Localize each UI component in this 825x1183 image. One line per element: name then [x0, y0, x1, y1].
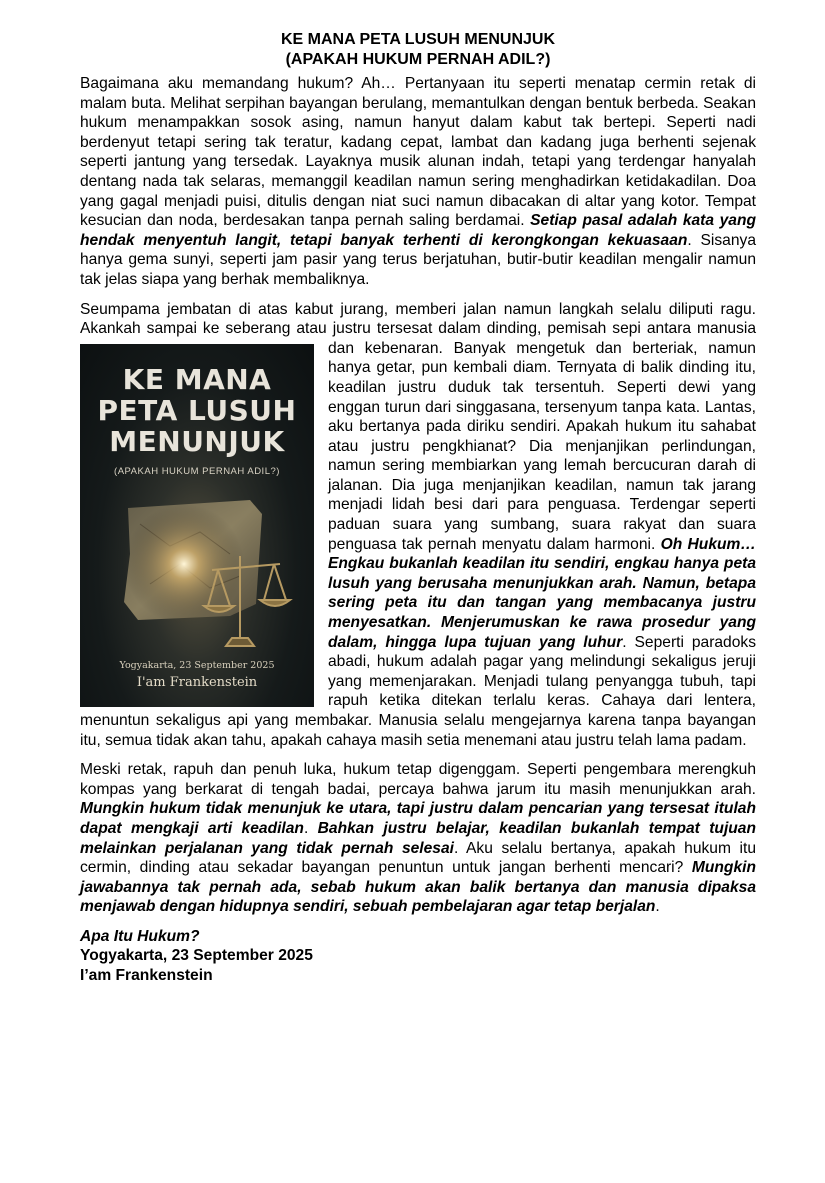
p3-emphasis-3: Mungkin jawabannya tak pernah ada, sebab hukum akan balik bertanya dan manusia dipaksa menjawab dengan hidupnya sendiri, sebuah pembelajaran agar tetap berjalan — [80, 859, 756, 916]
article-title — [80, 30, 756, 70]
signature-block — [80, 927, 756, 986]
p1-text-1: Bagaimana aku memandang hukum? Ah… Pertanyaan itu seperti menatap cermin retak di malam buta. Melihat serpihan bayangan berulang, memantulkan dengan bentuk berbeda. Seakan hukum menampakkan sosok asing, namun hanyut dalam kabut tak bertepi. Seperti nadi berdenyut tetapi sering tak teratur, kadang cepat, lambat dan kadang juga berhenti sejenak seperti jantung yang tersedak. Layaknya musik alunan indah, tetapi yang terdengar hanyalah dentang nada tak selaras, memanggil keadilan namun sering menghadirkan ketidakadilan. Doa yang gagal menjadi puisi, ditulis dengan niat suci namun dibacakan di altar yang kotor. Tempat kesucian dan noda, berdesakan tanpa pernah saling berdamai. — [80, 75, 756, 230]
cover-title-line-1: KE MANA — [122, 362, 272, 396]
paragraph-3 — [80, 760, 756, 917]
signature-heading: Apa Itu Hukum? — [80, 927, 200, 945]
signature-author: I’am Frankenstein — [80, 966, 213, 984]
paragraph-2 — [80, 300, 756, 751]
paragraph-1 — [80, 74, 756, 290]
title-line-2: (APAKAH HUKUM PERNAH ADIL?) — [285, 51, 551, 68]
p1-text-2: . Sisanya hanya gema sunyi, seperti jam pasir yang terus berjatuhan, butir-butir keadilan mengalir namun tak jelas siapa yang berhak membaliknya. — [80, 231, 756, 288]
book-cover-image — [80, 344, 314, 707]
cover-subtitle: (APAKAH HUKUM PERNAH ADIL?) — [114, 465, 280, 477]
p1-emphasis-1: Setiap pasal adalah kata yang hendak menyentuh langit, tetapi banyak terhenti di kerongkongan kekuasaan — [80, 212, 756, 249]
signature-place-date: Yogyakarta, 23 September 2025 — [80, 947, 313, 965]
p3-emphasis-1: Mungkin hukum tidak menunjuk ke utara, tapi justru dalam pencarian yang tersesat itulah dapat mengkaji arti keadilan — [80, 800, 756, 837]
p3-emphasis-2: Bahkan justru belajar, keadilan bukanlah tempat tujuan melainkan perjalanan yang tidak pernah selesai — [80, 819, 757, 857]
cover-title — [80, 364, 314, 457]
cover-title-line-3: MENUNJUK — [109, 424, 285, 458]
p2-emphasis-1: Oh Hukum… Engkau bukanlah keadilan itu sendiri, engkau hanya peta lusuh yang berusaha menunjukkan arah. Namun, betapa sering peta itu dan tangan yang membacanya justru menyesatkan. Menjerumuskan ke rawa prosedur yang dalam, hingga lupa tujuan yang luhur — [328, 535, 756, 651]
p2-text-1: Seumpama jembatan di atas kabut jurang, memberi jalan namun langkah selalu diliputi ragu. Akankah sampai ke seberang atau justru tersesat dalam dinding, pemisah sepi antara manusia dan kebenaran. Banyak mengetuk dan berteriak, namun KE MANA PETA LUSUH MENUNJUK (APAKAH HUKUM PERNAH ADIL?) Yogyakarta, 23 September 2025 I'am Frankenstein hanya getar, pun kembali diam. Ternyata di balik dinding itu, keadilan justru duduk tak tersentuh. Seperti dewi yang enggan turun dari singgasana, tersenyum tanpa kata. Lantas, aku bertanya pada diriku sendiri. Apakah hukum itu sahabat atau justru pengkhianat? Dia menjanjikan perlindungan, namun sering membiarkan yang lemah bercucuran darah di jalanan. Dia juga menjanjikan keadilan, namun tak jarang menjadi lidah besi dari para penguasa. Terdengar seperti paduan suara yang sumbang, suara rakyat dan suara penguasa tak pernah menyatu dalam harmoni. — [80, 301, 756, 553]
p2-text-2: . Seperti paradoks abadi, hukum adalah pagar yang melindungi sekaligus jeruji yang memenjarakan. Menjadi tulang penyangga tubuh, tapi rapuh ketika ditekan terlalu keras. Cahaya dari lentera, menuntun sekaligus api yang membakar. Manusia selalu mengejarnya karena tanpa bayangan itu, semua tidak akan tahu, apakah cahaya masih setia menemani atau justru telah lama padam. — [80, 633, 756, 749]
article — [80, 30, 756, 985]
p3-text-4: . — [655, 898, 660, 916]
map-and-scales-illustration — [80, 484, 314, 654]
p3-text-2: . — [303, 819, 318, 837]
cover-author: I'am Frankenstein — [136, 674, 258, 690]
title-line-1: KE MANA PETA LUSUH MENUNJUK — [280, 31, 556, 48]
cover-date: Yogyakarta, 23 September 2025 — [119, 659, 275, 671]
cover-title-line-2: PETA LUSUH — [97, 393, 297, 427]
p3-text-1: Meski retak, rapuh dan penuh luka, hukum tetap digenggam. Seperti pengembara merengkuh kompas yang berkarat di tengah badai, percaya bahwa jarum itu masih menunjukkan arah. — [80, 761, 756, 798]
p3-text-3: . Aku selalu bertanya, apakah hukum itu cermin, dinding atau sekadar bayangan penuntun untuk jangan berhenti mencari? — [80, 839, 756, 877]
